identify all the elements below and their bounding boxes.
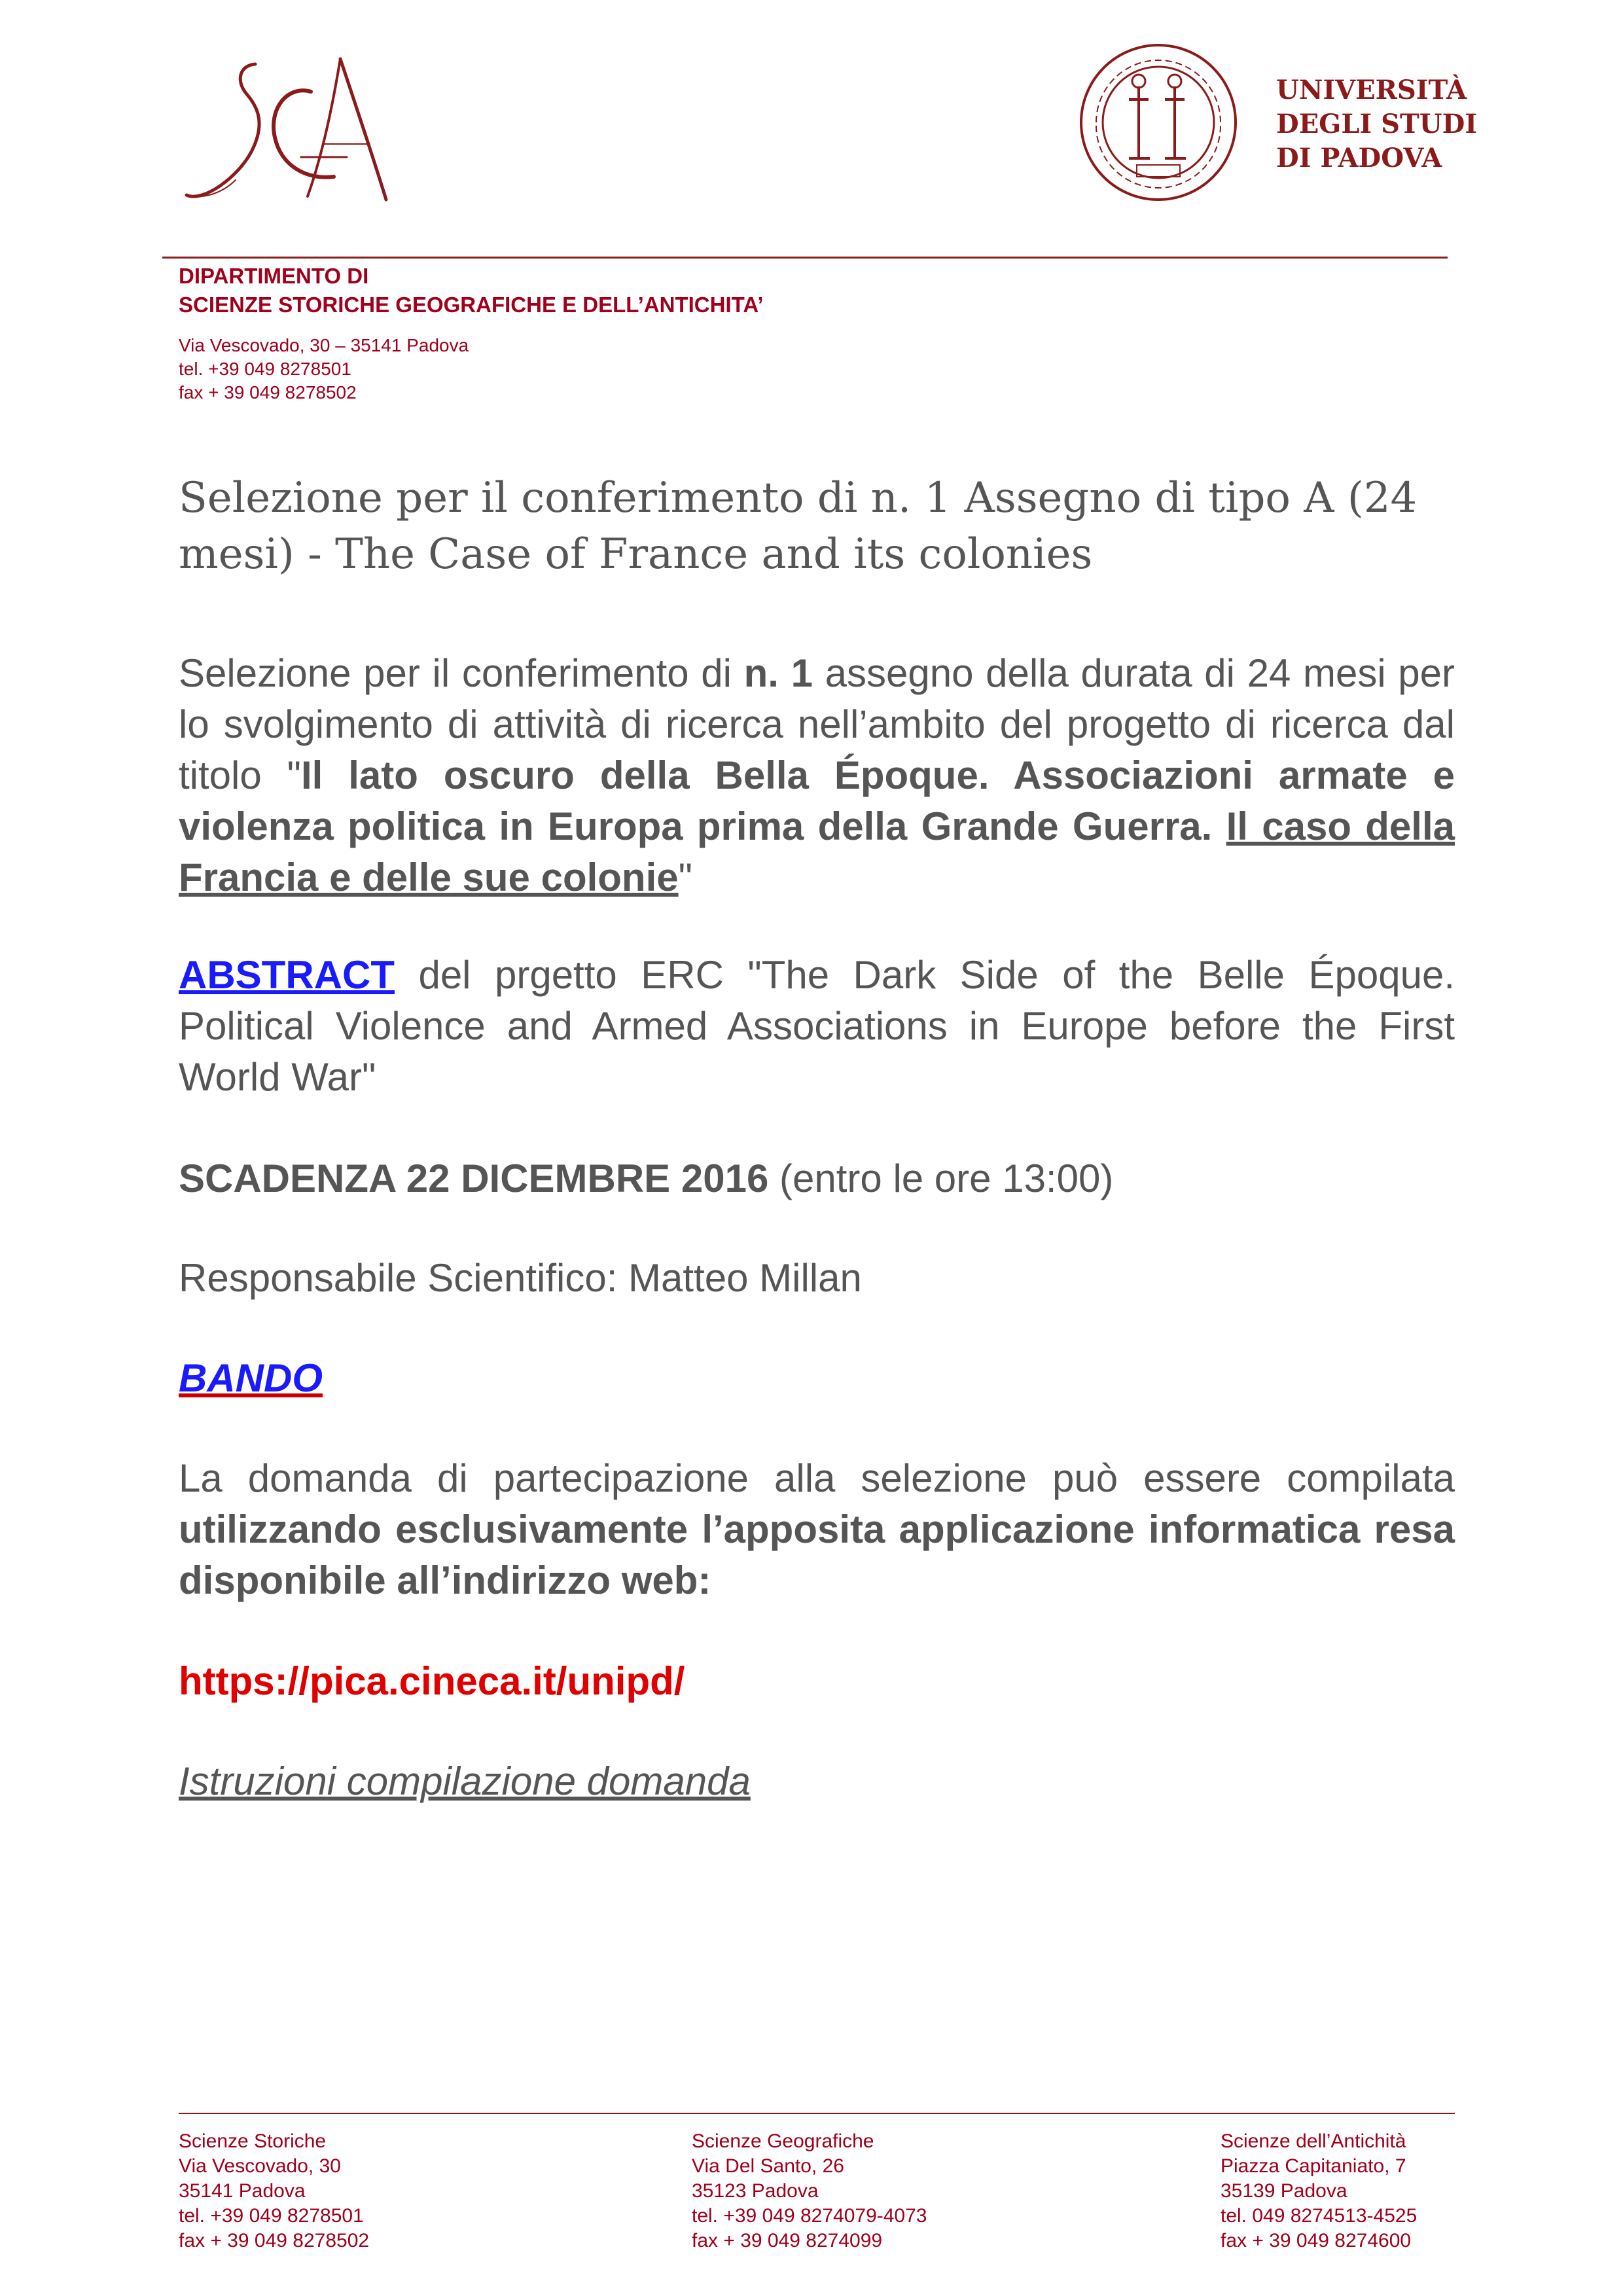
footer-storiche-name: Scienze Storiche	[179, 2130, 327, 2152]
intro-count: n. 1	[743, 651, 813, 695]
footer-column-storiche	[179, 2129, 369, 2253]
department-fax: fax + 39 049 8278502	[179, 382, 357, 403]
university-seal	[1077, 41, 1240, 204]
footer-storiche-fax: fax + 39 049 8278502	[179, 2230, 370, 2251]
department-address: Via Vescovado, 30 – 35141 Padova	[179, 335, 469, 355]
application-paragraph	[179, 1453, 1455, 1606]
footer-storiche-city: 35141 Padova	[179, 2180, 306, 2202]
footer-geografiche-name: Scienze Geografiche	[692, 2130, 874, 2152]
project-title: Il lato oscuro della Bella Époque. Associazioni armate e violenza politica in Europa prima della Grande Guerra.	[179, 753, 1455, 848]
intro-text-1: Selezione per il conferimento di	[179, 651, 744, 695]
footer-divider	[179, 2113, 1455, 2114]
instructions-container	[179, 1756, 1455, 1807]
header-divider	[162, 257, 1448, 259]
seal-icon	[1077, 41, 1240, 204]
intro-text-3: "	[678, 855, 692, 899]
deadline	[179, 1153, 1455, 1204]
bando-link[interactable]: BANDO	[179, 1356, 323, 1400]
sga-logo-graphic	[177, 46, 438, 216]
abstract-paragraph	[179, 950, 1455, 1103]
application-url-container	[179, 1656, 1455, 1707]
deadline-time: (entro le ore 13:00)	[768, 1157, 1114, 1200]
department-contact	[179, 334, 469, 404]
footer-column-geografiche	[692, 2129, 927, 2253]
footer-geografiche-address: Via Del Santo, 26	[692, 2155, 844, 2177]
application-text-bold: utilizzando esclusivamente l’apposita applicazione informatica resa disponibile all’indirizzo web:	[179, 1507, 1455, 1602]
footer-antichita-fax: fax + 39 049 8274600	[1221, 2230, 1412, 2251]
intro-text-2: assegno della durata di 24 mesi per lo svolgimento di attività di ricerca nell’ambito del progetto di ricerca dal titolo "	[179, 651, 1455, 797]
abstract-text: del prgetto ERC "The Dark Side of the Belle Époque. Political Violence and Armed Associations in Europe before the First World War"	[179, 953, 1455, 1099]
footer-storiche-tel: tel. +39 049 8278501	[179, 2205, 364, 2227]
footer-storiche-address: Via Vescovado, 30	[179, 2155, 341, 2177]
footer-geografiche-tel: tel. +39 049 8274079-4073	[692, 2205, 927, 2227]
university-name	[1276, 73, 1477, 175]
footer-antichita-address: Piazza Capitaniato, 7	[1221, 2155, 1406, 2177]
footer-geografiche-city: 35123 Padova	[692, 2180, 819, 2202]
footer-antichita-name: Scienze dell’Antichità	[1221, 2130, 1406, 2152]
footer-geografiche-fax: fax + 39 049 8274099	[692, 2230, 883, 2251]
bando-container	[179, 1353, 1455, 1404]
project-subtitle: Il caso della Francia e delle sue colonie	[179, 804, 1455, 899]
department-line2: SCIENZE STORICHE GEOGRAFICHE E DELL’ANTICHITA’	[179, 293, 764, 317]
university-name-line1: UNIVERSITÀ	[1276, 75, 1467, 105]
department-line1: DIPARTIMENTO DI	[179, 264, 369, 288]
university-name-line2: DEGLI STUDI	[1276, 109, 1478, 139]
department-name	[179, 262, 764, 319]
footer-column-antichita	[1221, 2129, 1417, 2253]
page-title: Selezione per il conferimento di n. 1 Assegno di tipo A (24 mesi) - The Case of France and its colonies	[179, 474, 1418, 579]
application-text: La domanda di partecipazione alla selezione può essere compilata	[179, 1456, 1455, 1500]
intro-paragraph	[179, 648, 1455, 903]
footer-antichita-tel: tel. 049 8274513-4525	[1221, 2205, 1418, 2227]
responsible-scientist: Responsabile Scientifico: Matteo Millan	[179, 1256, 862, 1300]
deadline-date: SCADENZA 22 DICEMBRE 2016	[179, 1157, 769, 1200]
department-tel: tel. +39 049 8278501	[179, 359, 351, 379]
abstract-link[interactable]: ABSTRACT	[179, 953, 395, 997]
instructions-link[interactable]: Istruzioni compilazione domanda	[179, 1759, 751, 1803]
university-name-line3: DI PADOVA	[1276, 143, 1442, 173]
sga-logo	[177, 46, 438, 216]
application-url-link[interactable]: https://pica.cineca.it/unipd/	[179, 1659, 685, 1703]
footer-antichita-city: 35139 Padova	[1221, 2180, 1347, 2202]
